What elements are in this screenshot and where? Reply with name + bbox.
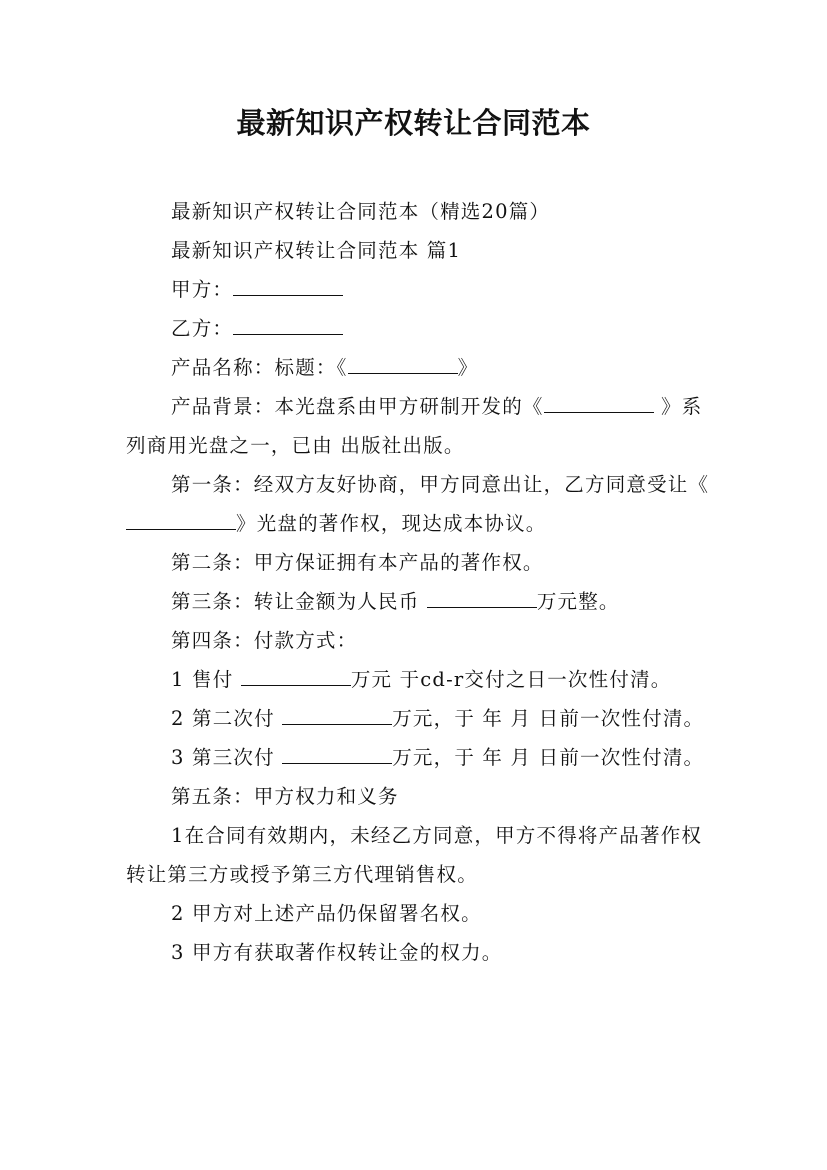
paragraph-text: 最新知识产权转让合同范本（精选20篇）	[171, 200, 551, 223]
paragraph-text-after: 》	[457, 356, 479, 379]
paragraph-text: 甲方：	[171, 278, 234, 301]
paragraph-product-name	[126, 348, 718, 387]
document-body	[126, 192, 718, 972]
paragraph-product-background	[126, 387, 718, 465]
paragraph-text: 产品背景：本光盘系由甲方研制开发的《	[171, 395, 544, 418]
paragraph-text: 产品名称：标题：《	[171, 356, 348, 379]
paragraph-article-1	[126, 465, 718, 543]
paragraph-section-heading	[126, 231, 718, 270]
paragraph-subtitle	[126, 192, 718, 231]
paragraph-payment-2	[126, 699, 718, 738]
paragraph-text-after: 万元整。	[536, 590, 620, 613]
paragraph-text-after: 万元 于cd-r交付之日一次性付清。	[350, 668, 672, 691]
paragraph-payment-3	[126, 738, 718, 777]
paragraph-text-after: 》系列商用光盘之一，已由 出版社出版。	[126, 395, 703, 457]
fill-in-blank	[233, 312, 343, 335]
fill-in-blank	[282, 741, 392, 764]
paragraph-text: 第五条：甲方权力和义务	[171, 785, 399, 808]
paragraph-text: 2 第二次付	[171, 707, 283, 730]
paragraph-obligation-2	[126, 894, 718, 933]
fill-in-blank	[126, 507, 236, 530]
paragraph-obligation-3	[126, 933, 718, 972]
paragraph-obligation-1	[126, 816, 718, 894]
paragraph-party-a	[126, 270, 718, 309]
fill-in-blank	[282, 702, 392, 725]
paragraph-text: 第四条：付款方式：	[171, 629, 358, 652]
paragraph-text-after: 万元，于 年 月 日前一次性付清。	[392, 707, 705, 730]
fill-in-blank	[544, 390, 654, 413]
paragraph-text: 3 甲方有获取著作权转让金的权力。	[171, 941, 503, 964]
document-title: 最新知识产权转让合同范本	[236, 106, 591, 140]
paragraph-text: 乙方：	[171, 317, 234, 340]
paragraph-text: 最新知识产权转让合同范本 篇1	[171, 239, 462, 262]
paragraph-text: 3 第三次付	[171, 746, 283, 769]
fill-in-blank	[233, 273, 343, 296]
fill-in-blank	[241, 663, 351, 686]
paragraph-text: 第二条：甲方保证拥有本产品的著作权。	[171, 551, 544, 574]
paragraph-article-3	[126, 582, 718, 621]
paragraph-text: 第一条：经双方友好协商，甲方同意出让，乙方同意受让《	[171, 473, 710, 496]
paragraph-party-b	[126, 309, 718, 348]
paragraph-text: 2 甲方对上述产品仍保留署名权。	[171, 902, 482, 925]
paragraph-article-4	[126, 621, 718, 660]
paragraph-article-2	[126, 543, 718, 582]
fill-in-blank	[348, 351, 458, 374]
paragraph-text: 1在合同有效期内，未经乙方同意，甲方不得将产品著作权转让第三方或授予第三方代理销售权。	[126, 824, 703, 886]
paragraph-text: 1 售付	[171, 668, 241, 691]
paragraph-payment-1	[126, 660, 718, 699]
fill-in-blank	[427, 585, 537, 608]
paragraph-text-after: 万元，于 年 月 日前一次性付清。	[392, 746, 705, 769]
paragraph-text-after: 》光盘的著作权，现达成本协议。	[236, 512, 547, 535]
paragraph-text: 第三条：转让金额为人民币	[171, 590, 427, 613]
paragraph-article-5	[126, 777, 718, 816]
